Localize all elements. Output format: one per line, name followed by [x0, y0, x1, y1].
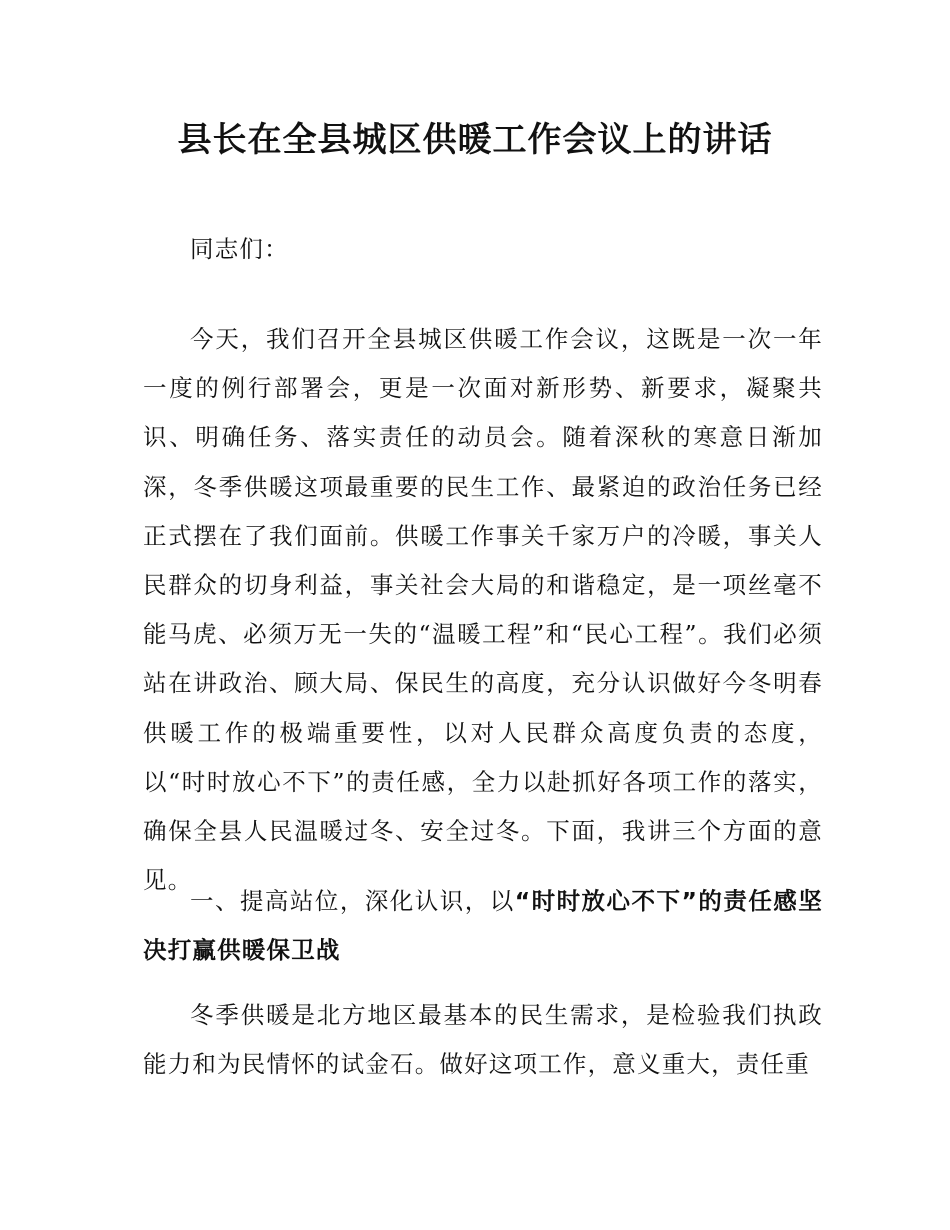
- section-heading-1-bold: “时时放心不下”的责任感坚决打赢供暖保卫战: [143, 887, 823, 965]
- section-heading-1: [143, 877, 823, 975]
- document-title: 县长在全县城区供暖工作会议上的讲话: [177, 120, 773, 160]
- salutation: 同志们：: [190, 235, 289, 263]
- paragraph-intro: 今天，我们召开全县城区供暖工作会议，这既是一次一年一度的例行部署会，更是一次面对新形势、新要求，凝聚共识、明确任务、落实责任的动员会。随着深秋的寒意日渐加深，冬季供暖这项最重要的民生工作、最紧迫的政治任务已经正式摆在了我们面前。供暖工作事关千家万户的冷暖，事关人民群众的切身利益，事关社会大局的和谐稳定，是一项丝毫不能马虎、必须万无一失的“温暖工程”和“民心工程”。我们必须站在讲政治、顾大局、保民生的高度，充分认识做好今冬明春供暖工作的极端重要性，以对人民群众高度负责的态度，以“时时放心不下”的责任感，全力以赴抓好各项工作的落实，确保全县人民温暖过冬、安全过冬。下面，我讲三个方面的意见。: [143, 325, 823, 895]
- section-heading-1-prefix: 一、提高站位，深化认识，以: [190, 887, 515, 915]
- paragraph-section-1: 冬季供暖是北方地区最基本的民生需求，是检验我们执政能力和为民情怀的试金石。做好这项工作，意义重大，责任重: [143, 1001, 823, 1079]
